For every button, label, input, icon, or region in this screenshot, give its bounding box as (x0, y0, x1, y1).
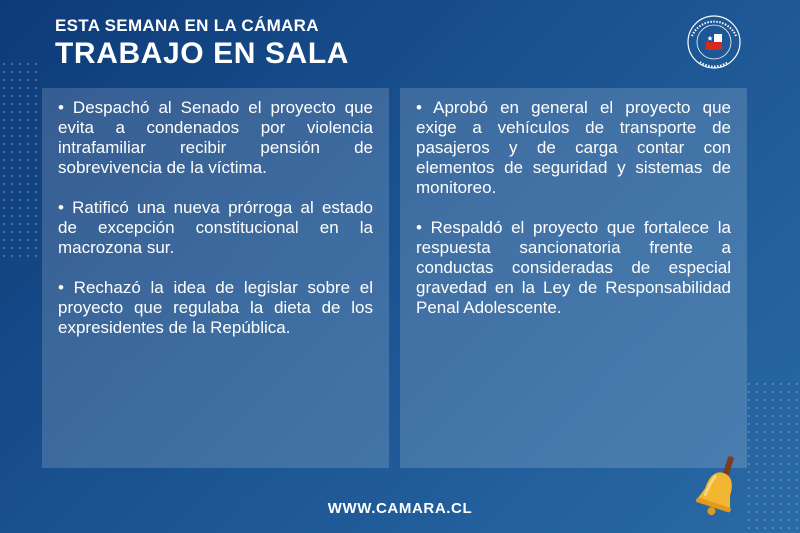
news-item: • Despachó al Senado el proyecto que evita a condenados por violencia intrafamiliar recibir pensión de sobrevivencia de la víctima. (58, 98, 373, 177)
bell-icon (692, 454, 742, 520)
right-column-panel (400, 88, 747, 468)
footer-url[interactable]: WWW.CAMARA.CL (327, 500, 473, 517)
page-title: TRABAJO EN SALA (55, 37, 350, 70)
news-item: • Rechazó la idea de legislar sobre el proyecto que regulaba la dieta de los expresidentes de la República. (58, 278, 373, 337)
camara-diputadas-diputados-seal-icon (686, 14, 742, 70)
decorative-dots-left (0, 60, 40, 260)
header-subtitle: ESTA SEMANA EN LA CÁMARA (55, 16, 319, 35)
news-item: • Aprobó en general el proyecto que exige a vehículos de transporte de pasajeros y de carga contar con elementos de seguridad y sistemas de monitoreo. (416, 98, 731, 197)
news-item: • Respaldó el proyecto que fortalece la respuesta sancionatoria frente a conductas consideradas de especial gravedad en la Ley de Responsabilidad Penal Adolescente. (416, 218, 731, 317)
news-item: • Ratificó una nueva prórroga al estado de excepción constitucional en la macrozona sur. (58, 198, 373, 257)
left-column-panel (42, 88, 389, 468)
